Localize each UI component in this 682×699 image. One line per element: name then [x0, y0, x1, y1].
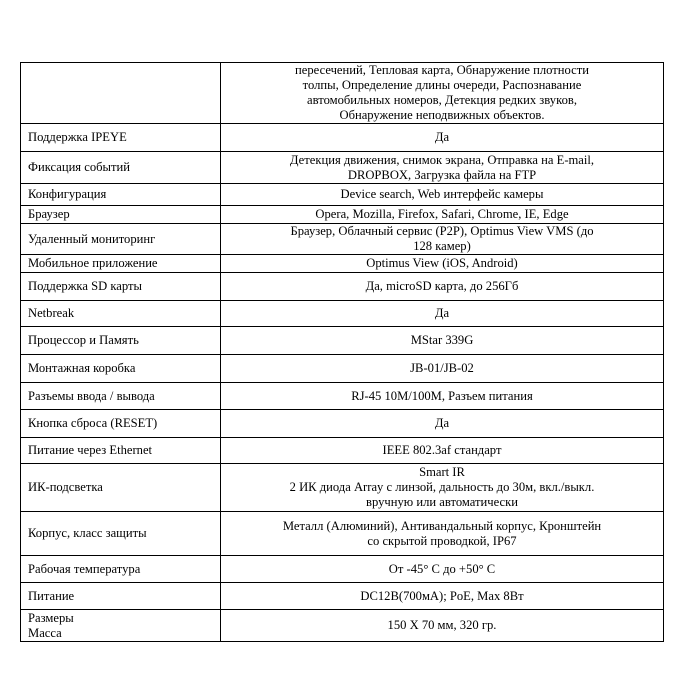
- table-row: [21, 438, 664, 464]
- spec-name: Разъемы ввода / вывода: [28, 388, 155, 403]
- spec-value: вручную или автоматически: [366, 495, 518, 509]
- spec-name: Мобильное приложение: [28, 256, 158, 270]
- table-row: [21, 383, 664, 410]
- spec-value-cell: [221, 206, 664, 224]
- spec-name-cell: [21, 152, 221, 184]
- table-row: [21, 124, 664, 152]
- table-row: [21, 184, 664, 206]
- spec-value: Да: [434, 416, 450, 430]
- spec-value: Device search, Web интерфейс камеры: [340, 187, 544, 201]
- spec-value: Да: [434, 306, 450, 320]
- spec-value: DROPBOX, Загрузка файла на FTP: [347, 167, 537, 182]
- spec-value-cell: [221, 355, 664, 383]
- spec-name: Netbreak: [28, 306, 75, 320]
- spec-name: Корпус, класс защиты: [28, 526, 147, 540]
- spec-value-cell: [221, 383, 664, 410]
- spec-name: Кнопка сброса (RESET): [28, 416, 158, 430]
- spec-name: Питание: [28, 588, 75, 603]
- spec-value: Металл (Алюминий), Антивандальный корпус, Кронштейн: [282, 518, 602, 533]
- spec-value: со скрытой проводкой, IP67: [367, 533, 517, 548]
- spec-name-cell: [21, 438, 221, 464]
- spec-name: Поддержка SD карты: [28, 279, 142, 293]
- spec-value-cell: [221, 273, 664, 301]
- spec-value: толпы, Определение длины очереди, Распознавание: [302, 78, 582, 92]
- table-row: [21, 63, 664, 124]
- spec-value-cell: [221, 556, 664, 583]
- table-row: [21, 355, 664, 383]
- spec-name-cell: [21, 327, 221, 355]
- spec-name-cell: [21, 610, 221, 642]
- table-row: [21, 206, 664, 224]
- spec-name: ИК-подсветка: [28, 480, 103, 494]
- spec-value: Браузер, Облачный сервис (P2P), Optimus View VMS (до: [290, 224, 594, 238]
- table-row: [21, 583, 664, 610]
- spec-name-cell: [21, 301, 221, 327]
- spec-name: Питание через Ethernet: [28, 443, 153, 457]
- spec-name-cell: [21, 355, 221, 383]
- spec-name-cell: [21, 224, 221, 255]
- spec-name-cell: [21, 383, 221, 410]
- spec-value-cell: [221, 583, 664, 610]
- spec-name: Рабочая температура: [28, 561, 141, 576]
- spec-value-cell: [221, 512, 664, 556]
- table-row: [21, 273, 664, 301]
- spec-name-cell: [21, 184, 221, 206]
- spec-value-cell: [221, 152, 664, 184]
- spec-table-body: [21, 63, 664, 642]
- spec-value: пересечений, Тепловая карта, Обнаружение плотности: [295, 63, 589, 77]
- spec-value: Smart IR: [419, 465, 465, 479]
- table-row: [21, 464, 664, 512]
- spec-name: Поддержка IPEYE: [28, 130, 127, 144]
- spec-value-cell: [221, 438, 664, 464]
- spec-name-cell: [21, 124, 221, 152]
- spec-name-cell: [21, 255, 221, 273]
- spec-name-cell: [21, 63, 221, 124]
- spec-value: MStar 339G: [410, 333, 474, 347]
- spec-name-cell: [21, 273, 221, 301]
- spec-value-cell: [221, 410, 664, 438]
- spec-value: 2 ИК диода Array с линзой, дальность до 30м, вкл./выкл.: [289, 480, 595, 494]
- spec-value: 128 камер): [413, 239, 471, 253]
- table-row: [21, 301, 664, 327]
- spec-name: Масса: [28, 625, 62, 640]
- spec-name: Процессор и Память: [28, 333, 139, 347]
- spec-table: [20, 62, 664, 642]
- table-row: [21, 255, 664, 273]
- spec-value: IEEE 802.3af стандарт: [382, 443, 502, 457]
- table-row: [21, 512, 664, 556]
- spec-value: От -45° С до +50° С: [388, 561, 496, 576]
- spec-name-cell: [21, 556, 221, 583]
- spec-value: Детекция движения, снимок экрана, Отправка на E-mail,: [289, 152, 595, 167]
- spec-value-cell: [221, 464, 664, 512]
- spec-value: Да, microSD карта, до 256Гб: [365, 279, 519, 293]
- spec-value: Обнаружение неподвижных объектов.: [339, 108, 545, 122]
- spec-value: Да: [434, 130, 450, 144]
- spec-value-cell: [221, 610, 664, 642]
- spec-value-cell: [221, 327, 664, 355]
- spec-name: Удаленный мониторинг: [28, 231, 156, 246]
- spec-value: 150 X 70 мм, 320 гр.: [387, 618, 497, 632]
- spec-name: Монтажная коробка: [28, 361, 136, 375]
- table-row: [21, 610, 664, 642]
- table-row: [21, 224, 664, 255]
- spec-name: Конфигурация: [28, 187, 107, 201]
- spec-value-cell: [221, 255, 664, 273]
- table-row: [21, 556, 664, 583]
- spec-name: Фиксация событий: [28, 160, 130, 174]
- spec-name-cell: [21, 583, 221, 610]
- spec-value-cell: [221, 301, 664, 327]
- spec-name: Размеры: [28, 610, 74, 625]
- spec-value: автомобильных номеров, Детекция редких звуков,: [307, 93, 577, 107]
- spec-name-cell: [21, 410, 221, 438]
- spec-value-cell: [221, 124, 664, 152]
- spec-name-cell: [21, 464, 221, 512]
- spec-value: Optimus View (iOS, Android): [366, 256, 518, 270]
- spec-value: Opera, Mozilla, Firefox, Safari, Chrome, IE, Edge: [315, 207, 569, 221]
- table-row: [21, 152, 664, 184]
- spec-value: JB-01/JB-02: [410, 361, 474, 375]
- table-row: [21, 410, 664, 438]
- spec-name-cell: [21, 206, 221, 224]
- spec-value-cell: [221, 63, 664, 124]
- table-row: [21, 327, 664, 355]
- spec-value: DC12В(700мА); PoE, Max 8Вт: [360, 588, 524, 603]
- spec-value-cell: [221, 184, 664, 206]
- spec-name: Браузер: [28, 207, 70, 221]
- spec-value-cell: [221, 224, 664, 255]
- spec-value: RJ-45 10M/100M, Разъем питания: [351, 388, 533, 403]
- spec-name-cell: [21, 512, 221, 556]
